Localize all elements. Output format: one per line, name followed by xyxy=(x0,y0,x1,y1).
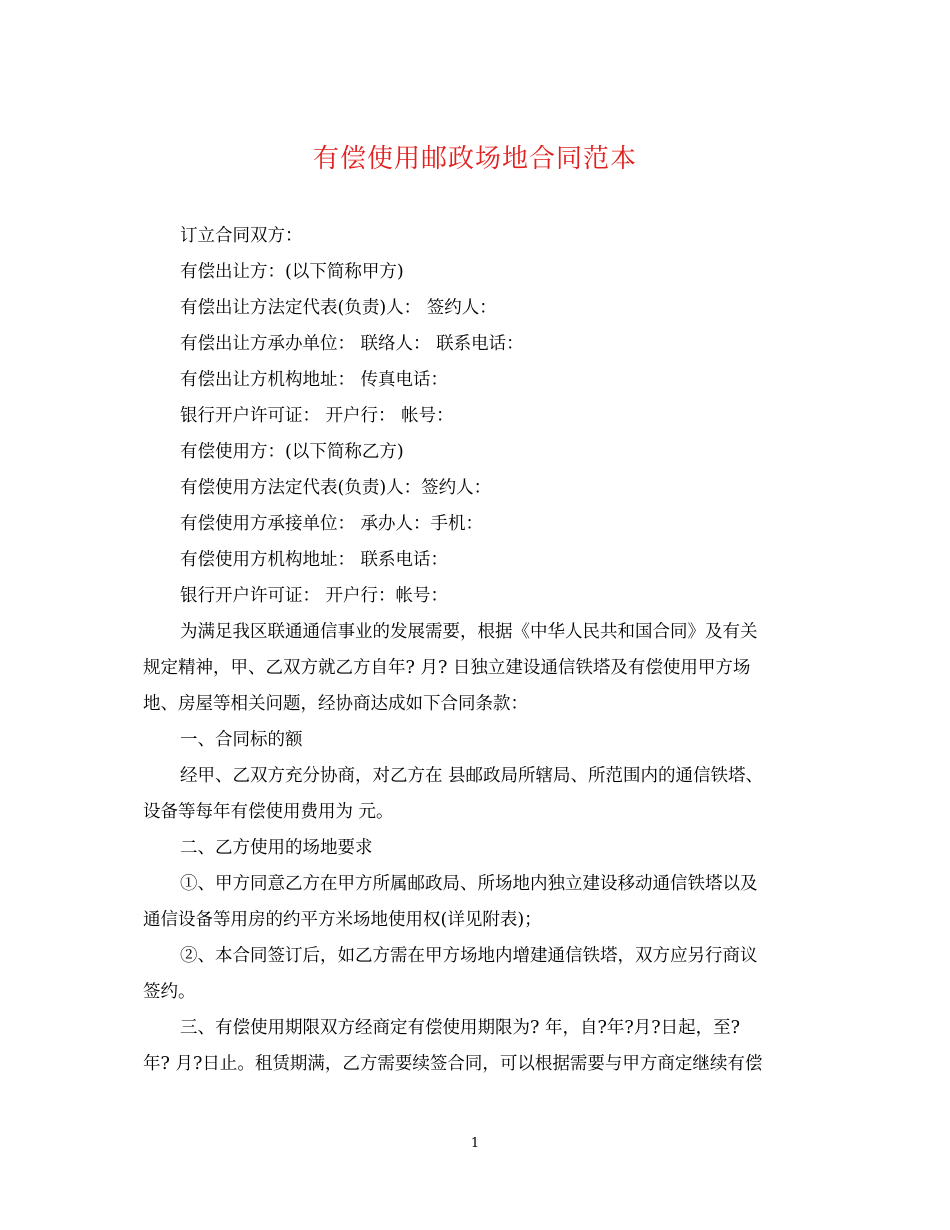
page-number: 1 xyxy=(470,1136,480,1151)
text-line: 三、有偿使用期限双方经商定有偿使用期限为? 年，自?年?月?日起，至? xyxy=(180,1018,740,1038)
text-line: 有偿使用方承接单位： 承办人：手机： xyxy=(180,514,484,534)
text-line: 规定精神，甲、乙双方就乙方自年? 月? 日独立建设通信铁塔及有偿使用甲方场 xyxy=(143,658,751,678)
text-line: 有偿出让方：(以下简称甲方) xyxy=(180,262,404,282)
text-line: 地、房屋等相关问题，经协商达成如下合同条款： xyxy=(143,694,528,714)
text-line: 经甲、乙双方充分协商，对乙方在 县邮政局所辖局、所范围内的通信铁塔、 xyxy=(180,766,764,786)
text-line: 通信设备等用房的约平方米场地使用权(详见附表)； xyxy=(143,910,542,930)
text-line: 一、合同标的额 xyxy=(180,730,303,750)
text-line: ②、本合同签订后，如乙方需在甲方场地内增建通信铁塔，双方应另行商议 xyxy=(180,946,758,966)
text-line: 签约。 xyxy=(143,982,196,1002)
document-body xyxy=(143,218,808,1082)
text-line: 有偿使用方：(以下简称乙方) xyxy=(180,442,404,462)
text-line: 有偿出让方机构地址： 传真电话： xyxy=(180,370,449,390)
text-line: 订立合同双方： xyxy=(180,226,303,246)
text-line: 设备等每年有偿使用费用为 元。 xyxy=(143,802,394,822)
text-line: 银行开户许可证： 开户行： 帐号： xyxy=(180,406,454,426)
text-line: 有偿使用方法定代表(负责)人：签约人： xyxy=(180,478,492,498)
text-line: 有偿出让方承办单位： 联络人： 联系电话： xyxy=(180,334,524,354)
text-line: ①、甲方同意乙方在甲方所属邮政局、所场地内独立建设移动通信铁塔以及 xyxy=(180,874,758,894)
text-line: 银行开户许可证： 开户行：帐号： xyxy=(180,586,449,606)
text-line: 年? 月?日止。租赁期满，乙方需要续签合同，可以根据需要与甲方商定继续有偿 xyxy=(143,1054,763,1074)
text-line: 有偿出让方法定代表(负责)人： 签约人： xyxy=(180,298,497,318)
document-title: 有偿使用邮政场地合同范本 xyxy=(312,144,637,174)
text-line: 二、乙方使用的场地要求 xyxy=(180,838,373,858)
text-line: 为满足我区联通通信事业的发展需要，根据《中华人民共和国合同》及有关 xyxy=(180,622,758,642)
text-line: 有偿使用方机构地址： 联系电话： xyxy=(180,550,449,570)
